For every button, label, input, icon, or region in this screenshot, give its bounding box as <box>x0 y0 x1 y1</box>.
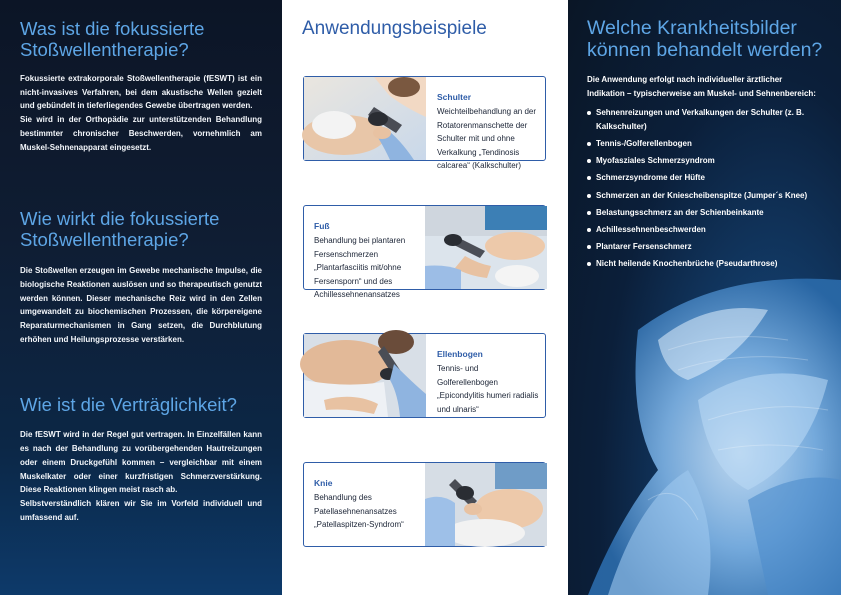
middle-panel <box>282 0 568 595</box>
foot-treatment-photo <box>425 206 547 289</box>
shoulder-treatment-photo <box>304 77 426 160</box>
application-card-elbow <box>303 333 546 418</box>
paragraph: Selbstverständlich klären wir Sie im Vorfeld individuell und umfassend auf. <box>20 498 262 522</box>
application-card-shoulder <box>303 76 546 171</box>
card-description: Behandlung des Patellasehnenansatzes „Patellaspitzen-Syndrom“ <box>314 493 404 530</box>
card-text <box>437 334 541 416</box>
paragraph: Fokussierte extrakorporale Stoßwellentherapie (fESWT) ist ein nicht-invasives Verfahren, bei dem akustische Wellen gezielt und gebündelt in tieferliegendes Gewebe übertragen werden. <box>20 74 262 111</box>
card-text <box>314 463 422 532</box>
card-description: Tennis- und Golferellenbogen „Epicondylitis humeri radialis und ulnaris“ <box>437 364 539 414</box>
list-item: Plantarer Fersenschmerz <box>587 240 822 254</box>
application-card-foot <box>303 205 546 300</box>
left-panel <box>0 0 282 595</box>
list-item: Schmerzsyndrome der Hüfte <box>587 171 822 185</box>
condition-list <box>587 106 822 271</box>
card-text <box>437 77 539 173</box>
page-title: Welche Krankheitsbilder können behandelt werden? <box>587 17 823 61</box>
page-title: Anwendungsbeispiele <box>302 18 487 39</box>
card-title: Ellenbogen <box>437 349 483 359</box>
list-item: Belastungsschmerz an der Schienbeinkante <box>587 206 822 220</box>
card-title: Knie <box>314 478 333 488</box>
list-item: Myofasziales Schmerzsyndrom <box>587 154 822 168</box>
card-title: Fuß <box>314 221 330 231</box>
paragraph: Die fESWT wird in der Regel gut vertragen. In Einzelfällen kann es nach der Behandlung zu vorübergehenden Hautreizungen oder einem Druckgefühl kommen – vergleichbar mit einem Muskelkater oder einer kurzfristigen Schmerzverstärkung. Diese Reaktionen klingen meist rasch ab. <box>20 430 262 495</box>
list-item: Nicht heilende Knochenbrüche (Pseudarthrose) <box>587 257 822 271</box>
section-heading-what-is: Was ist die fokussierte Stoßwellentherapie? <box>20 18 205 60</box>
list-item: Achillessehnenbeschwerden <box>587 223 822 237</box>
elbow-treatment-photo <box>304 334 426 417</box>
paragraph: Die Stoßwellen erzeugen im Gewebe mechanische Impulse, die biologische Reaktionen auslösen und so therapeutisch genutzt werden können. Dieser mechanische Reiz wird in den Zellen umgewandelt zu biochemischen Prozessen, die körpereigene Reparaturmechanismen in Gang setzen, die Durchblutung erhöhen und Heilungsprozesse verstärken. <box>20 266 262 344</box>
card-title: Schulter <box>437 92 472 102</box>
right-panel <box>568 0 841 595</box>
section-heading-tolerability: Wie ist die Verträglichkeit? <box>20 394 237 416</box>
section-heading-how-it-works: Wie wirkt die fokussierte Stoßwellentherapie? <box>20 208 220 251</box>
intro-text: Die Anwendung erfolgt nach individueller ärztlicher Indikation – typischerweise am Muskel- und Sehnenbereich: <box>587 75 816 98</box>
list-item: Sehnenreizungen und Verkalkungen der Schulter (z. B. Kalkschulter) <box>587 106 822 133</box>
knee-treatment-photo <box>425 463 547 546</box>
paragraph: Sie wird in der Orthopädie zur unterstützenden Behandlung bestimmter chronischer Beschwerden, vornehmlich am Muskel-Sehnenapparat eingesetzt. <box>20 115 262 152</box>
application-card-knee <box>303 462 546 547</box>
card-description: Weichteilbehandlung an der Rotatorenmanschette der Schulter mit und ohne Verkalkung „Tendinosis calcarea“ (Kalkschulter) <box>437 107 537 171</box>
card-description: Behandlung bei plantaren Fersenschmerzen „Plantarfasciitis mit/ohne Fersensporn“ und des Achillessehnenansatzes <box>314 236 406 300</box>
card-text <box>314 206 422 302</box>
list-item: Schmerzen an der Kniescheibenspitze (Jumper´s Knee) <box>587 189 822 203</box>
list-item: Tennis-/Golferellenbogen <box>587 137 822 151</box>
